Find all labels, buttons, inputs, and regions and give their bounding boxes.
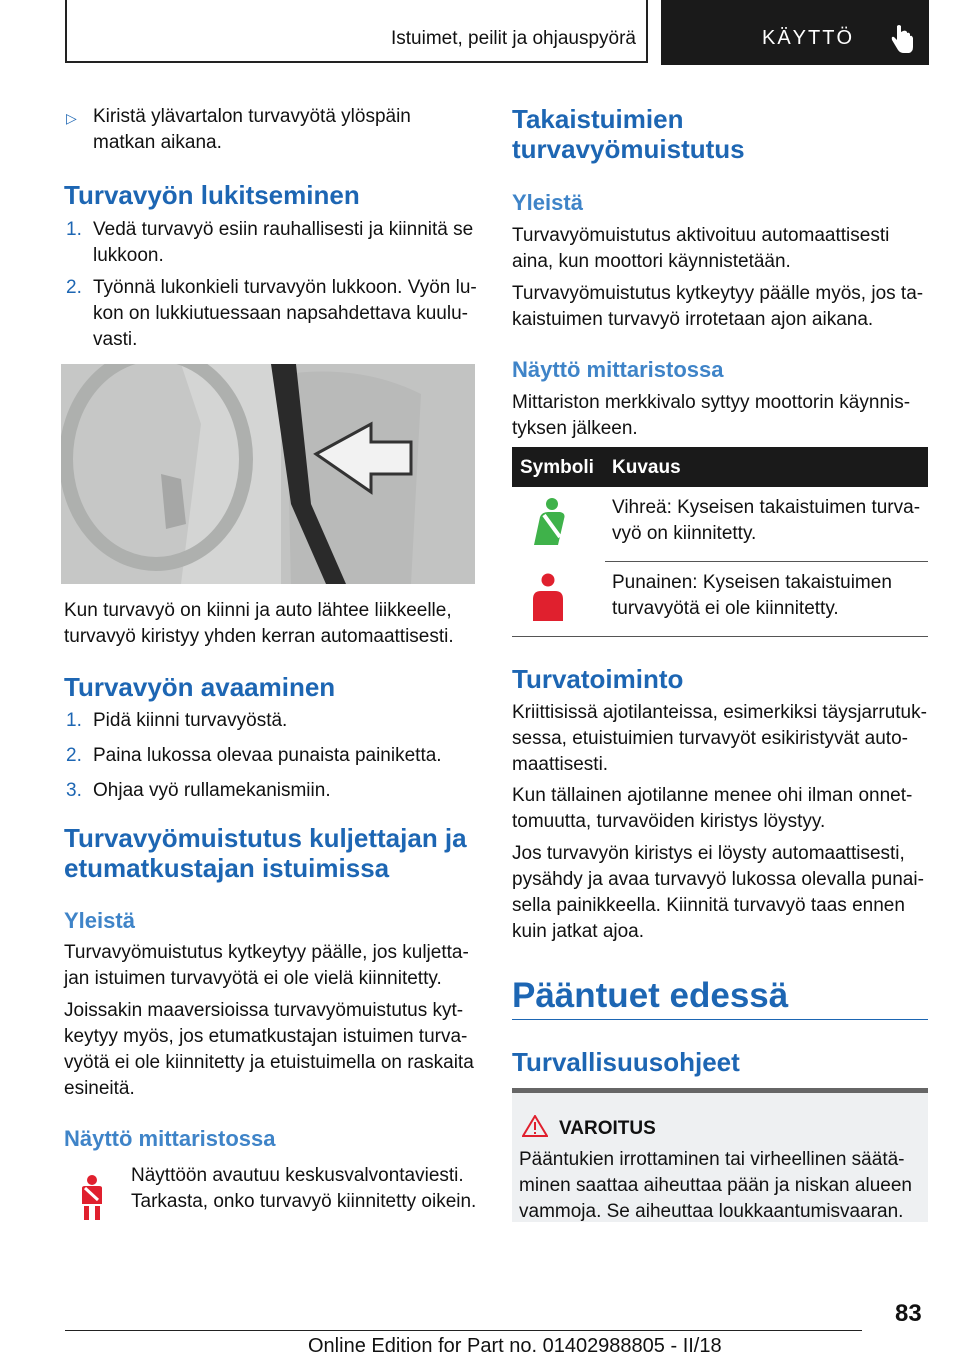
footer-rule [65,1330,862,1331]
green-seatbelt-icon [530,497,570,547]
hand-pointer-icon [889,24,915,54]
lock-step-2: Työnnä lukonkieli turvavyön lukkoon. Vyön lu-kon on lukkiutuessaan napsahdettava kuulu-vasti. [93,277,477,350]
general-paragraph-1: Turvavyömuistutus kytkeytyy päälle, jos kuljetta-jan istuimen turvavyötä ei ole vielä kiinnitetty. [64,942,469,989]
seatbelt-photo [61,364,475,584]
footer-edition: Online Edition for Part no. 01402988805 - II/18 [308,1335,722,1357]
safety-heading: Turvatoiminto [512,664,684,694]
step-number: 1. [66,710,82,731]
display-heading: Näyttö mittaristossa [64,1126,276,1151]
headrest-heading-rule [512,1019,928,1020]
rear-paragraph-1: Turvavyömuistutus aktivoituu automaattisesti aina, kun moottori käynnistetään. [512,225,890,272]
lock-step-1: Vedä turvavyö esiin rauhallisesti ja kiinnitä se lukkoon. [93,219,474,266]
intro-bullet-text: Kiristä ylävartalon turvavyötä ylöspäin matkan aikana. [93,106,411,153]
symbol-table-header [512,447,928,487]
header-section-title: Istuimet, peilit ja ohjauspyörä [390,28,636,49]
table-divider [605,561,928,562]
general-paragraph-2: Joissakin maaversioissa turvavyömuistutus kyt-keytyy myös, jos etumatkustajan istuimen turva-vyötä ei ole kiinnitetty ja etuistuimella on raskaita esineitä. [64,1000,474,1099]
general-heading: Yleistä [64,908,135,933]
table-header-symbol: Symboli [520,457,594,478]
red-person-icon [531,573,565,623]
safety-notes-heading: Turvallisuusohjeet [512,1047,740,1077]
reminder-heading: Turvavyömuistutus kuljettajan ja etumatkustajan istuimissa [64,823,467,883]
rear-general-heading: Yleistä [512,190,583,215]
safety-paragraph-3: Jos turvavyön kiristys ei löysty automaattisesti, pysähdy ja avaa turvavyö lukossa olevalla punai-sella painikkeella. Kiinnitä turvavyö taas ennen kuin jatkat ajoa. [512,843,924,942]
table-header-description: Kuvaus [612,457,681,478]
open-step-3: Ohjaa vyö rullamekanismiin. [93,780,331,801]
header-section-box [65,0,648,63]
open-heading: Turvavyön avaaminen [64,672,336,702]
display-text: Näyttöön avautuu keskusvalvontaviesti. Tarkasta, onko turvavyö kiinnitetty oikein. [131,1165,477,1212]
warning-text: Pääntukien irrottaminen tai virheellinen säätä-minen saattaa aiheuttaa pään ja niskan alueen vammoja. Se aiheuttaa loukkaantumisvaaran. [519,1149,912,1222]
page-number: 83 [895,1300,922,1327]
safety-paragraph-2: Kun tällainen ajotilanne menee ohi ilman onnet-tomuutta, turvavöiden kiristys löystyy. [512,785,913,832]
rear-heading: Takaistuimien turvavyömuistutus [512,104,745,164]
step-number: 2. [66,277,82,298]
step-number: 3. [66,780,82,801]
seatbelt-warning-icon [76,1174,108,1220]
lock-heading: Turvavyön lukitseminen [64,180,360,210]
bullet-triangle-icon: ▷ [66,110,77,126]
header-chapter-box [661,0,929,65]
rear-display-heading: Näyttö mittaristossa [512,357,724,382]
table-bottom-rule [512,636,928,637]
header-chapter-title: KÄYTTÖ [762,27,855,49]
step-number: 2. [66,745,82,766]
warning-triangle-icon [522,1115,548,1137]
table-row-red-text: Punainen: Kyseisen takaistuimen turvavyötä ei ole kiinnitetty. [612,572,892,619]
table-row-green-text: Vihreä: Kyseisen takaistuimen turva-vyö on kiinnitetty. [612,497,921,544]
warning-box [512,1088,928,1222]
open-step-2: Paina lukossa olevaa punaista painiketta. [93,745,442,766]
open-step-1: Pidä kiinni turvavyöstä. [93,710,288,731]
rear-paragraph-2: Turvavyömuistutus kytkeytyy päälle myös, jos ta-kaistuimen turvavyö irrotetaan ajon aikana. [512,283,924,330]
step-number: 1. [66,219,82,240]
headrest-heading: Pääntuet edessä [512,976,789,1015]
safety-paragraph-1: Kriittisissä ajotilanteissa, esimerkiksi täysjarrutuk-sessa, etuistuimien turvavyöt esikiristyvät auto-maattisesti. [512,702,927,775]
warning-title: VAROITUS [559,1118,656,1139]
rear-display-text: Mittariston merkkivalo syttyy moottorin käynnis-tyksen jälkeen. [512,392,911,439]
photo-caption: Kun turvavyö on kiinni ja auto lähtee liikkeelle, turvavyö kiristyy yhden kerran automaattisesti. [64,600,454,647]
